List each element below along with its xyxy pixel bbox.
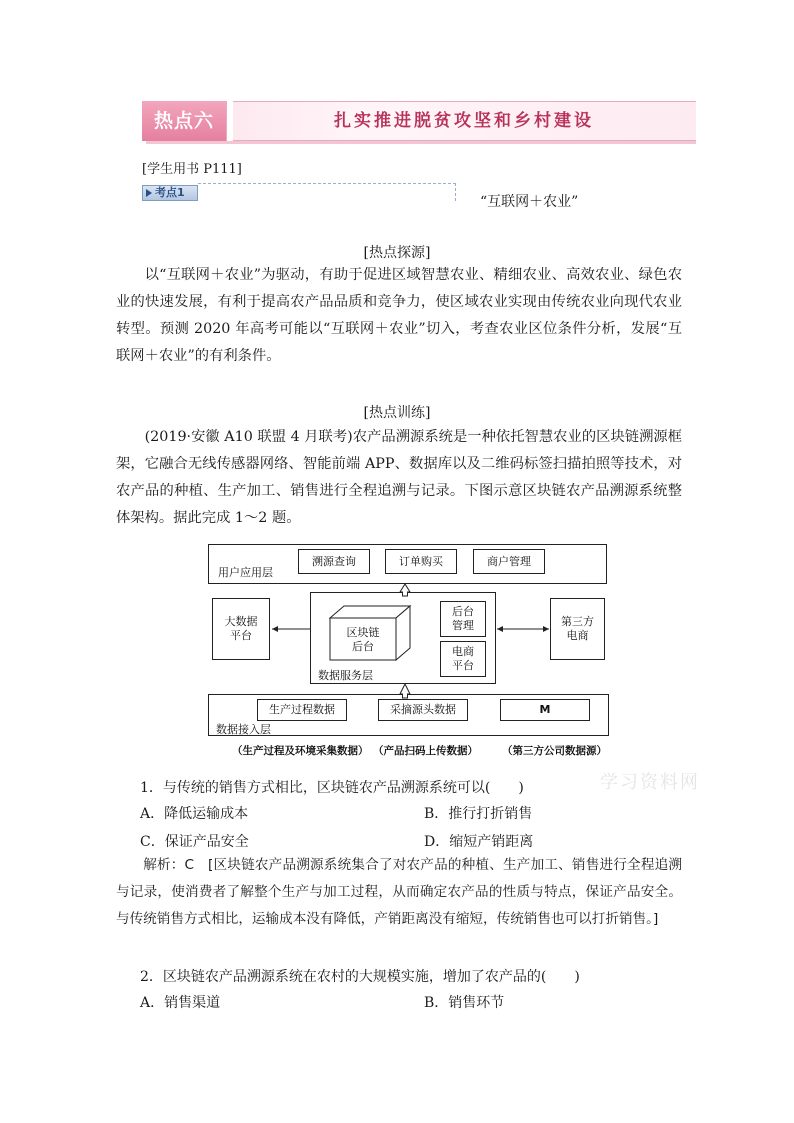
training-intro: (2019·安徽 A10 联盟 4 月联考)农产品溯源系统是一种依托智慧农业的区块链溯源框架，它融合无线传感器网络、智能前端 APP、数据库以及二维码标签扫描拍照等技术，对农产品的种植、生产加工、销售进行全程追溯与记录。下图示意区块链农产品溯源系统整体架构。据此完成 1～2 题。: [116, 429, 682, 526]
q1-analysis: [116, 852, 682, 933]
ecommerce-platform-box: 电商 平台: [440, 641, 486, 677]
q1-analysis-label: 解析：C: [143, 857, 195, 873]
hotspot-badge: 热点六: [142, 101, 226, 141]
question-2-stem: 2．区块链农产品溯源系统在农村的大规模实施，增加了农产品的( ): [140, 969, 580, 985]
access-layer-label: 数据接入层: [216, 723, 271, 736]
caption-scan: （产品扫码上传数据）: [373, 745, 478, 757]
question-1-stem: 1．与传统的销售方式相比，区块链农产品溯源系统可以( ): [140, 780, 524, 796]
app-layer-label: 用户应用层: [218, 566, 273, 579]
caption-production: （生产过程及环境采集数据）: [232, 745, 369, 757]
page-title: 扎实推进脱贫攻坚和乡村建设: [334, 111, 594, 131]
up-arrow-icon: [400, 684, 410, 698]
backend-manage-box: 后台 管理: [440, 601, 486, 637]
q2-option-a: A．销售渠道: [140, 995, 221, 1011]
production-data-box: 生产过程数据: [257, 699, 347, 721]
big-data-platform-box: 大数据 平台: [212, 598, 270, 660]
up-arrow-icon: [400, 584, 410, 596]
q1-analysis-text: [区块链农产品溯源系统集合了对农产品的种植、生产加工、销售进行全程追溯与记录，使消费者了解整个生产与加工过程，从而确定农产品的性质与特点，保证产品安全。与传统销售方式相比，运输成本没有降低，产销距离没有缩短，传统销售也可以打折销售。]: [116, 857, 683, 927]
trace-query-box: 溯源查询: [298, 549, 370, 574]
watermark: 学习资料网: [600, 772, 700, 793]
training-heading: [热点训练]: [363, 405, 431, 421]
source-heading: [热点探源]: [363, 245, 431, 261]
picking-data-box: 采摘源头数据: [378, 699, 468, 721]
q1-option-c: C．保证产品安全: [140, 834, 249, 850]
service-layer-label: 数据服务层: [318, 669, 373, 682]
left-arrowhead-icon: [497, 626, 503, 632]
kaodian-title: “互联网＋农业”: [480, 194, 579, 210]
left-arrow-icon: [272, 626, 278, 632]
m-data-box: M: [500, 699, 590, 721]
q1-option-a: A．降低运输成本: [140, 806, 249, 822]
caption-third-party: （第三方公司数据源）: [502, 745, 607, 757]
kaodian-tag-label: 考点1: [155, 186, 185, 199]
book-reference: [学生用书 P111]: [142, 162, 242, 177]
q2-option-b: B．销售环节: [424, 995, 505, 1011]
q1-option-d: D．缩短产销距离: [424, 834, 534, 850]
q1-option-b: B．推行打折销售: [424, 806, 533, 822]
order-purchase-box: 订单购买: [385, 549, 457, 574]
merchant-manage-box: 商户管理: [473, 549, 545, 574]
blockchain-backend-label: 区块链 后台: [346, 626, 380, 653]
right-arrow-icon: [543, 626, 549, 632]
third-party-ecommerce-box: 第三方 电商: [550, 598, 605, 660]
source-text: 以“互联网＋农业”为驱动，有助于促进区域智慧农业、精细农业、高效农业、绿色农业的快速发展，有利于提高农产品品质和竞争力，使区域农业实现由传统农业向现代农业转型。预测 2020 年高考可能以“互联网＋农业”切入，考查农业区位条件分析，发展“互联网＋农业”的有利条件。: [116, 267, 682, 364]
